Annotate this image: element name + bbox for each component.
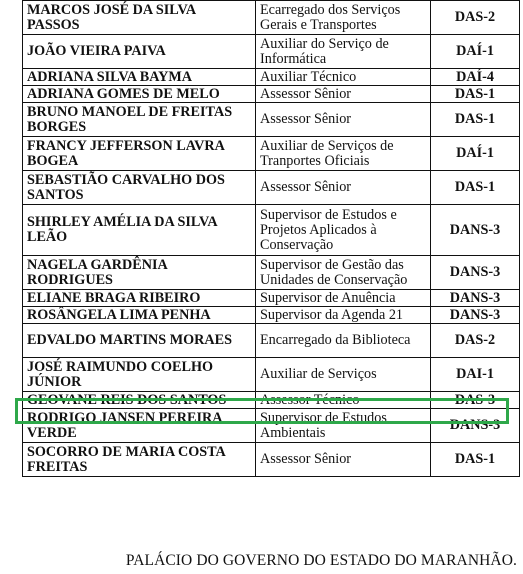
employee-name: BRUNO MANOEL DE FREITAS BORGES <box>23 103 256 137</box>
position-title: Assessor Técnico <box>256 392 431 409</box>
position-code: DANS-3 <box>431 256 520 290</box>
position-title: Supervisor da Agenda 21 <box>256 307 431 324</box>
position-title: Assessor Sênior <box>256 443 431 477</box>
employee-name: SHIRLEY AMÉLIA DA SILVA LEÃO <box>23 205 256 256</box>
position-code: DAÍ-4 <box>431 69 520 86</box>
table-row <box>23 35 520 69</box>
position-title: Supervisor de Gestão das Unidades de Conservação <box>256 256 431 290</box>
position-title: Assessor Sênior <box>256 103 431 137</box>
employee-name: ELIANE BRAGA RIBEIRO <box>23 290 256 307</box>
position-code: DANS-3 <box>431 307 520 324</box>
table-row <box>23 171 520 205</box>
table-row-highlighted <box>23 358 520 392</box>
position-title: Auxiliar de Serviços de Tranportes Oficiais <box>256 137 431 171</box>
position-title: Supervisor de Anuência <box>256 290 431 307</box>
table-row <box>23 1 520 35</box>
employee-name: JOSÉ RAIMUNDO COELHO JÚNIOR <box>23 358 256 392</box>
position-title: Supervisor de Estudos e Projetos Aplicados à Conservação <box>256 205 431 256</box>
table-row <box>23 256 520 290</box>
table-row <box>23 103 520 137</box>
position-code: DANS-3 <box>431 205 520 256</box>
position-code: DAS-1 <box>431 171 520 205</box>
position-title: Auxiliar Técnico <box>256 69 431 86</box>
footer-title: PALÁCIO DO GOVERNO DO ESTADO DO MARANHÃO. <box>125 552 517 569</box>
position-code: DAS-3 <box>431 392 520 409</box>
position-title: Auxiliar do Serviço de Informática <box>256 35 431 69</box>
employee-name: RODRIGO JANSEN PEREIRA VERDE <box>23 409 256 443</box>
employee-name: NAGELA GARDÊNIA RODRIGUES <box>23 256 256 290</box>
position-code: DAÍ-1 <box>431 35 520 69</box>
position-title: Ecarregado dos Serviços Gerais e Transportes <box>256 1 431 35</box>
table-row <box>23 324 520 358</box>
position-code: DAS-2 <box>431 324 520 358</box>
table-row <box>23 409 520 443</box>
table-row <box>23 290 520 307</box>
employee-name: GEOVANE REIS DOS SANTOS <box>23 392 256 409</box>
employee-name: ROSÂNGELA LIMA PENHA <box>23 307 256 324</box>
position-code: DANS-3 <box>431 409 520 443</box>
position-title: Encarregado da Biblioteca <box>256 324 431 358</box>
staff-appointments-table <box>22 0 520 477</box>
table-row <box>23 205 520 256</box>
table-row <box>23 69 520 86</box>
table-row <box>23 307 520 324</box>
employee-name: FRANCY JEFFERSON LAVRA BOGEA <box>23 137 256 171</box>
position-code: DAS-1 <box>431 443 520 477</box>
position-code: DANS-3 <box>431 290 520 307</box>
position-code: DAI-1 <box>431 358 520 392</box>
employee-name: ADRIANA SILVA BAYMA <box>23 69 256 86</box>
position-code: DAS-1 <box>431 103 520 137</box>
employee-name: SOCORRO DE MARIA COSTA FREITAS <box>23 443 256 477</box>
employee-name: EDVALDO MARTINS MORAES <box>23 324 256 358</box>
employee-name: SEBASTIÃO CARVALHO DOS SANTOS <box>23 171 256 205</box>
position-code: DAS-1 <box>431 86 520 103</box>
position-title: Auxiliar de Serviços <box>256 358 431 392</box>
table-row <box>23 443 520 477</box>
employee-name: ADRIANA GOMES DE MELO <box>23 86 256 103</box>
employee-name: MARCOS JOSÉ DA SILVA PASSOS <box>23 1 256 35</box>
position-title: Assessor Sênior <box>256 171 431 205</box>
table-row <box>23 392 520 409</box>
position-code: DAÍ-1 <box>431 137 520 171</box>
position-title: Assessor Sênior <box>256 86 431 103</box>
table-row <box>23 137 520 171</box>
employee-name: JOÃO VIEIRA PAIVA <box>23 35 256 69</box>
table-row <box>23 86 520 103</box>
position-code: DAS-2 <box>431 1 520 35</box>
position-title: Supervisor de Estudos Ambientais <box>256 409 431 443</box>
